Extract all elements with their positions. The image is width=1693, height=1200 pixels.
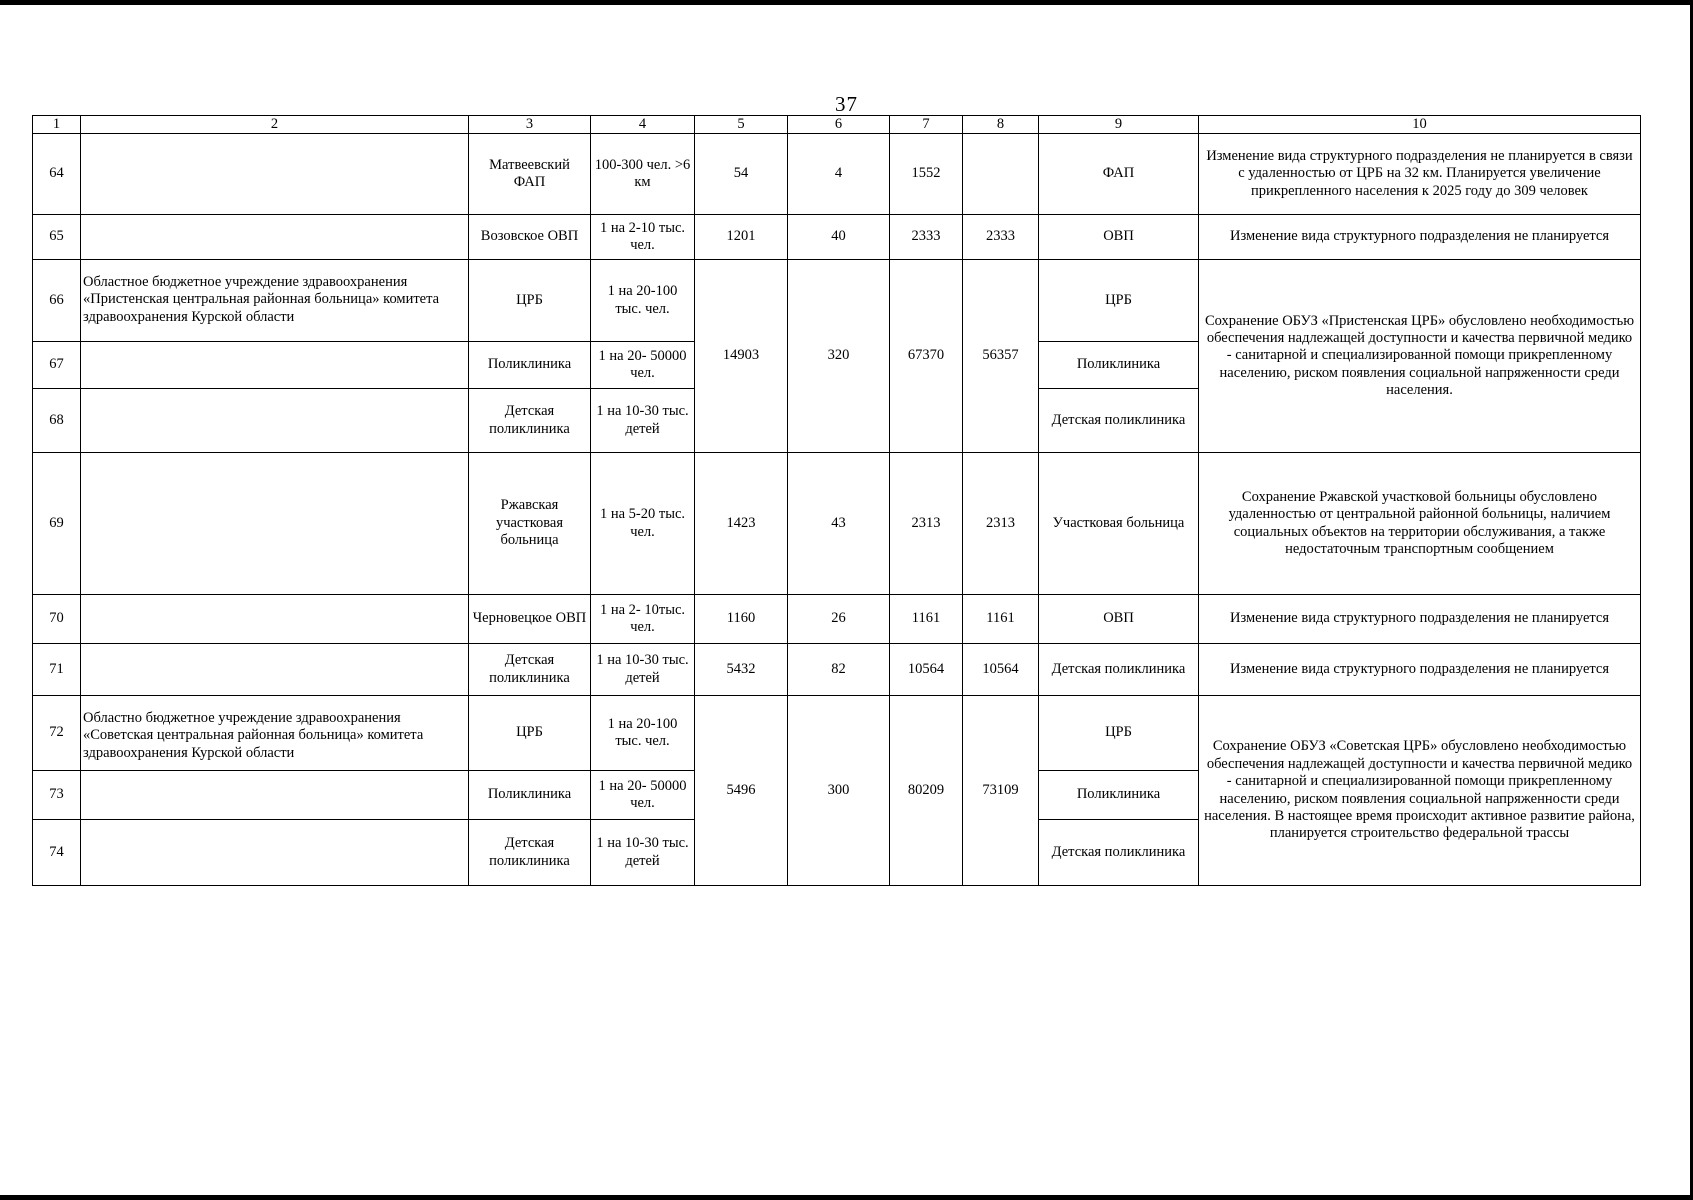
norm-cell: 1 на 10-30 тыс. детей bbox=[591, 644, 695, 696]
norm-cell: 1 на 20- 50000 чел. bbox=[591, 342, 695, 389]
norm-cell: 1 на 20-100 тыс. чел. bbox=[591, 260, 695, 342]
unit-cell: Детская поликлиника bbox=[469, 644, 591, 696]
row-number: 73 bbox=[33, 771, 81, 820]
value-cell: 56357 bbox=[963, 260, 1039, 453]
row-number: 68 bbox=[33, 389, 81, 453]
column-header: 2 bbox=[81, 116, 469, 134]
row-number: 65 bbox=[33, 215, 81, 260]
note-cell: Изменение вида структурного подразделения не планируется bbox=[1199, 595, 1641, 644]
row-number: 71 bbox=[33, 644, 81, 696]
organization-cell bbox=[81, 389, 469, 453]
column-header: 3 bbox=[469, 116, 591, 134]
value-cell: 2333 bbox=[963, 215, 1039, 260]
row-number: 67 bbox=[33, 342, 81, 389]
value-cell: 82 bbox=[788, 644, 890, 696]
unit-cell: Детская поликлиника bbox=[469, 389, 591, 453]
norm-cell: 1 на 2-10 тыс. чел. bbox=[591, 215, 695, 260]
type-cell: ОВП bbox=[1039, 595, 1199, 644]
value-cell: 1423 bbox=[695, 453, 788, 595]
row-number: 66 bbox=[33, 260, 81, 342]
value-cell: 73109 bbox=[963, 696, 1039, 886]
norm-cell: 1 на 2- 10тыс. чел. bbox=[591, 595, 695, 644]
unit-cell: Матвеевский ФАП bbox=[469, 134, 591, 215]
type-cell: Детская поликлиника bbox=[1039, 389, 1199, 453]
value-cell: 300 bbox=[788, 696, 890, 886]
value-cell: 5496 bbox=[695, 696, 788, 886]
header-row bbox=[33, 116, 1641, 134]
unit-cell: Поликлиника bbox=[469, 771, 591, 820]
table-row bbox=[33, 134, 1641, 215]
value-cell: 320 bbox=[788, 260, 890, 453]
organization-cell bbox=[81, 342, 469, 389]
type-cell: ЦРБ bbox=[1039, 260, 1199, 342]
row-number: 72 bbox=[33, 696, 81, 771]
table-row bbox=[33, 453, 1641, 595]
column-header: 10 bbox=[1199, 116, 1641, 134]
column-header: 6 bbox=[788, 116, 890, 134]
unit-cell: Ржавская участковая больница bbox=[469, 453, 591, 595]
value-cell: 54 bbox=[695, 134, 788, 215]
column-header: 4 bbox=[591, 116, 695, 134]
type-cell: Участковая больница bbox=[1039, 453, 1199, 595]
type-cell: Поликлиника bbox=[1039, 771, 1199, 820]
value-cell: 4 bbox=[788, 134, 890, 215]
note-cell: Изменение вида структурного подразделения не планируется bbox=[1199, 644, 1641, 696]
value-cell: 1552 bbox=[890, 134, 963, 215]
type-cell: ЦРБ bbox=[1039, 696, 1199, 771]
type-cell: Детская поликлиника bbox=[1039, 820, 1199, 886]
scan-edge-top bbox=[0, 0, 1693, 5]
organization-cell bbox=[81, 595, 469, 644]
row-number: 64 bbox=[33, 134, 81, 215]
value-cell: 1201 bbox=[695, 215, 788, 260]
type-cell: ФАП bbox=[1039, 134, 1199, 215]
unit-cell: Поликлиника bbox=[469, 342, 591, 389]
column-header: 7 bbox=[890, 116, 963, 134]
type-cell: Детская поликлиника bbox=[1039, 644, 1199, 696]
value-cell: 80209 bbox=[890, 696, 963, 886]
organization-cell bbox=[81, 215, 469, 260]
organization-cell bbox=[81, 820, 469, 886]
value-cell: 2333 bbox=[890, 215, 963, 260]
norm-cell: 100-300 чел. >6 км bbox=[591, 134, 695, 215]
table-row bbox=[33, 215, 1641, 260]
note-cell: Изменение вида структурного подразделения не планируется bbox=[1199, 215, 1641, 260]
row-number: 70 bbox=[33, 595, 81, 644]
type-cell: ОВП bbox=[1039, 215, 1199, 260]
scan-edge-bottom bbox=[0, 1195, 1693, 1200]
value-cell: 1161 bbox=[890, 595, 963, 644]
value-cell: 40 bbox=[788, 215, 890, 260]
column-header: 1 bbox=[33, 116, 81, 134]
page-number: 37 bbox=[835, 92, 858, 116]
value-cell: 10564 bbox=[890, 644, 963, 696]
column-header: 5 bbox=[695, 116, 788, 134]
unit-cell: Черновецкое ОВП bbox=[469, 595, 591, 644]
facilities-table bbox=[32, 115, 1641, 886]
value-cell: 14903 bbox=[695, 260, 788, 453]
value-cell: 26 bbox=[788, 595, 890, 644]
norm-cell: 1 на 5-20 тыс. чел. bbox=[591, 453, 695, 595]
value-cell: 10564 bbox=[963, 644, 1039, 696]
row-number: 74 bbox=[33, 820, 81, 886]
organization-cell: Областно бюджетное учреждение здравоохранения «Советская центральная районная больница» комитета здравоохранения Курской области bbox=[81, 696, 469, 771]
norm-cell: 1 на 20-100 тыс. чел. bbox=[591, 696, 695, 771]
value-cell: 1160 bbox=[695, 595, 788, 644]
table-row bbox=[33, 644, 1641, 696]
table-row bbox=[33, 260, 1641, 342]
norm-cell: 1 на 20- 50000 чел. bbox=[591, 771, 695, 820]
norm-cell: 1 на 10-30 тыс. детей bbox=[591, 389, 695, 453]
column-header: 9 bbox=[1039, 116, 1199, 134]
unit-cell: Детская поликлиника bbox=[469, 820, 591, 886]
organization-cell bbox=[81, 771, 469, 820]
note-cell: Сохранение ОБУЗ «Пристенская ЦРБ» обусловлено необходимостью обеспечения надлежащей доступности и качества первичной медико - санитарной и специализированной помощи прикрепленному населению, риском появления социальной напряженности среди населения. bbox=[1199, 260, 1641, 453]
unit-cell: ЦРБ bbox=[469, 696, 591, 771]
value-cell: 1161 bbox=[963, 595, 1039, 644]
value-cell: 67370 bbox=[890, 260, 963, 453]
value-cell bbox=[963, 134, 1039, 215]
note-cell: Изменение вида структурного подразделения не планируется в связи с удаленностью от ЦРБ на 32 км. Планируется увеличение прикрепленного населения к 2025 году до 309 человек bbox=[1199, 134, 1641, 215]
table-row bbox=[33, 696, 1641, 771]
unit-cell: ЦРБ bbox=[469, 260, 591, 342]
norm-cell: 1 на 10-30 тыс. детей bbox=[591, 820, 695, 886]
note-cell: Сохранение ОБУЗ «Советская ЦРБ» обусловлено необходимостью обеспечения надлежащей доступности и качества первичной медико - санитарной и специализированной помощи прикрепленному населению, риском появления социальной напряженности среди населения. В настоящее время происходит активное развитие района, планируется строительство федеральной трассы bbox=[1199, 696, 1641, 886]
table-row bbox=[33, 595, 1641, 644]
unit-cell: Возовское ОВП bbox=[469, 215, 591, 260]
type-cell: Поликлиника bbox=[1039, 342, 1199, 389]
organization-cell bbox=[81, 644, 469, 696]
organization-cell: Областное бюджетное учреждение здравоохранения «Пристенская центральная районная больница» комитета здравоохранения Курской области bbox=[81, 260, 469, 342]
organization-cell bbox=[81, 134, 469, 215]
organization-cell bbox=[81, 453, 469, 595]
column-header: 8 bbox=[963, 116, 1039, 134]
value-cell: 2313 bbox=[890, 453, 963, 595]
value-cell: 2313 bbox=[963, 453, 1039, 595]
note-cell: Сохранение Ржавской участковой больницы обусловлено удаленностью от центральной районной больницы, наличием социальных объектов на территории обслуживания, а также недостаточным транспортным сообщением bbox=[1199, 453, 1641, 595]
row-number: 69 bbox=[33, 453, 81, 595]
value-cell: 5432 bbox=[695, 644, 788, 696]
value-cell: 43 bbox=[788, 453, 890, 595]
